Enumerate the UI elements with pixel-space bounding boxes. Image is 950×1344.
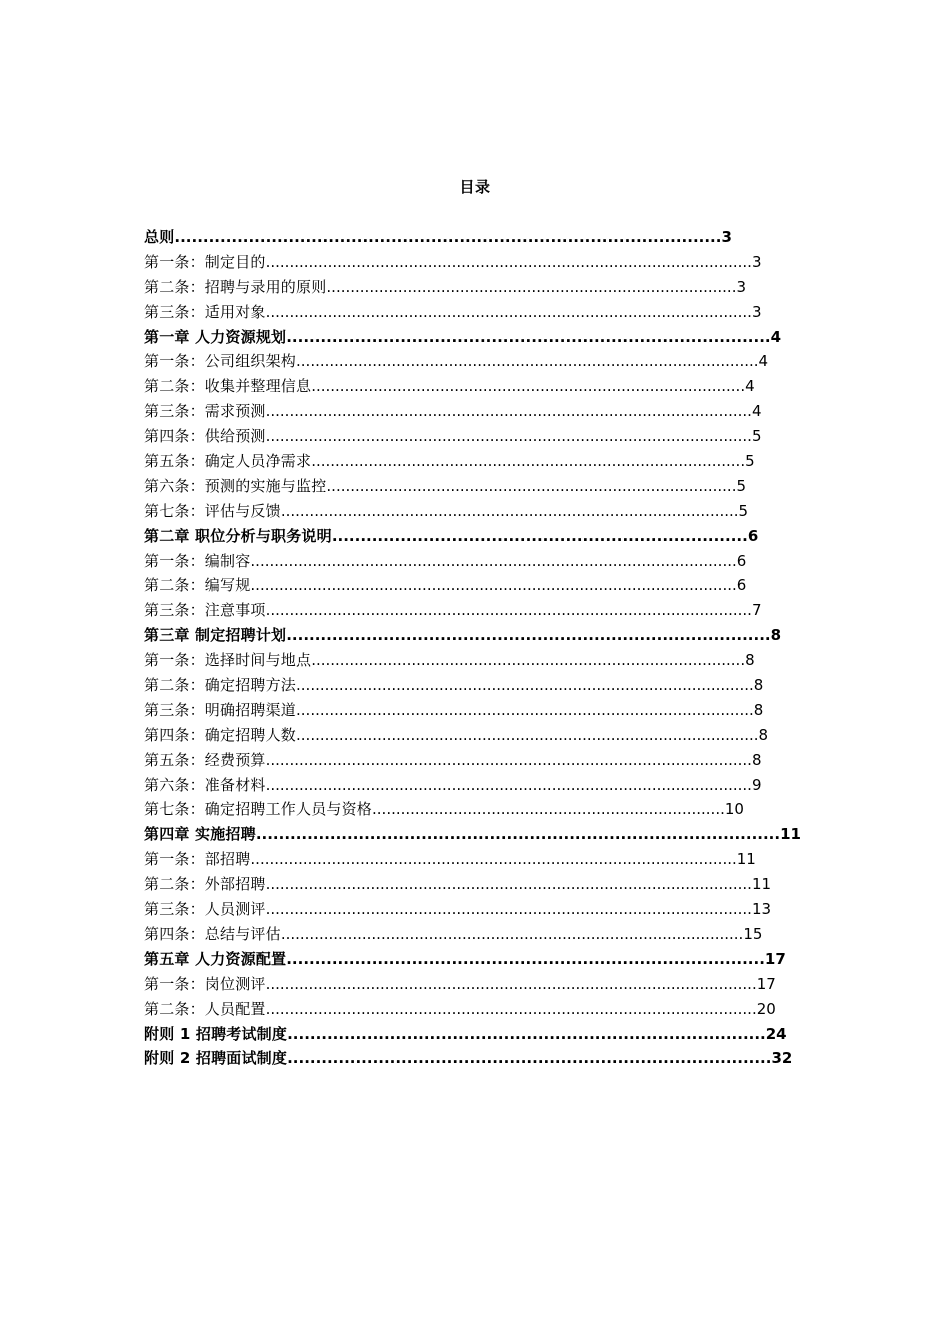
toc-entry-label: 第一条：部招聘	[144, 850, 251, 869]
toc-page-number: 6	[736, 551, 747, 570]
toc-entry-label: 第二章 职位分析与职务说明	[144, 526, 332, 545]
toc-entry-label: 第七条：确定招聘工作人员与资格	[144, 800, 373, 819]
toc-dot-leader: ......................................................................................................	[265, 427, 752, 446]
toc-entry-label: 第二条：编写规	[144, 576, 251, 595]
toc-dot-leader: ................................................................................................	[174, 228, 722, 246]
toc-page-number: 11	[736, 850, 756, 869]
toc-entry-label: 第五条：经费预算	[144, 750, 266, 769]
toc-title: 目录	[459, 178, 491, 196]
toc-section-entry[interactable]	[144, 723, 784, 748]
toc-page-number: 8	[770, 626, 782, 645]
toc-page-number: 6	[747, 526, 759, 545]
toc-page-number: 20	[756, 999, 776, 1018]
toc-entry-label: 第一条：公司组织架构	[144, 352, 297, 371]
toc-section-entry[interactable]	[144, 499, 784, 524]
toc-page-number: 8	[753, 700, 764, 719]
toc-section-entry[interactable]	[144, 648, 784, 673]
toc-dot-leader: .................................................................................................	[296, 725, 759, 744]
toc-dot-leader: ......................................................................................................	[265, 402, 752, 421]
toc-section-entry[interactable]	[144, 424, 784, 449]
toc-entry-label: 第四条：总结与评估	[144, 924, 281, 943]
toc-dot-leader: .........................................................................	[331, 526, 748, 545]
toc-entry-label: 第一条：选择时间与地点	[144, 651, 312, 670]
toc-dot-leader: .....................................................................................	[286, 327, 771, 346]
toc-entry-label: 第三条：适用对象	[144, 302, 266, 321]
toc-entry-label: 第六条：准备材料	[144, 775, 266, 794]
toc-chapter-entry[interactable]	[144, 325, 784, 350]
toc-section-entry[interactable]	[144, 972, 784, 997]
toc-dot-leader: ......................................................................................................	[265, 875, 752, 894]
toc-dot-leader: ....................................................................................	[287, 1024, 766, 1043]
table-of-contents	[144, 225, 801, 1071]
toc-entry-label: 第三条：明确招聘渠道	[144, 700, 297, 719]
toc-page-number: 4	[745, 377, 755, 396]
toc-dot-leader: .......................................................................................................	[265, 999, 757, 1018]
toc-section-entry[interactable]	[144, 797, 784, 822]
toc-section-entry[interactable]	[144, 922, 784, 947]
toc-dot-leader: .......................................................................................................	[265, 974, 757, 993]
toc-dot-leader: ................................................................................................	[280, 501, 739, 520]
toc-entry-label: 第五章 人力资源配置	[144, 949, 287, 968]
toc-entry-label: 第二条：收集并整理信息	[144, 377, 312, 396]
toc-entry-label: 附则 2 招聘面试制度	[144, 1049, 288, 1068]
toc-page-number: 32	[771, 1049, 793, 1068]
toc-entry-label: 第二条：人员配置	[144, 999, 266, 1018]
toc-section-entry[interactable]	[144, 449, 784, 474]
toc-dot-leader: ..........................................................................	[372, 800, 725, 819]
toc-page-number: 24	[765, 1024, 787, 1043]
toc-dot-leader: ....................................................................................	[286, 949, 765, 968]
toc-chapter-entry[interactable]	[144, 225, 784, 250]
toc-section-entry[interactable]	[144, 250, 784, 275]
toc-page-number: 11	[780, 825, 801, 844]
toc-section-entry[interactable]	[144, 275, 784, 300]
toc-section-entry[interactable]	[144, 374, 784, 399]
toc-dot-leader: .................................................................................................	[296, 352, 759, 371]
toc-page-number: 7	[751, 601, 762, 620]
toc-page-number: 6	[736, 576, 747, 595]
toc-dot-leader: ...........................................................................................	[311, 651, 746, 670]
toc-chapter-entry[interactable]	[144, 524, 784, 549]
toc-section-entry[interactable]	[144, 673, 784, 698]
toc-entry-label: 第三条：人员测评	[144, 900, 266, 919]
toc-entry-label: 第二条：确定招聘方法	[144, 676, 297, 695]
toc-section-entry[interactable]	[144, 399, 784, 424]
toc-section-entry[interactable]	[144, 748, 784, 773]
toc-entry-label: 第二条：招聘与录用的原则	[144, 277, 327, 296]
toc-page-number: 8	[753, 676, 764, 695]
toc-entry-label: 第五条：确定人员净需求	[144, 452, 312, 471]
toc-entry-label: 第一条：岗位测评	[144, 974, 266, 993]
toc-section-entry[interactable]	[144, 349, 784, 374]
toc-page-number: 5	[738, 501, 749, 520]
toc-page-number: 4	[770, 327, 782, 346]
toc-section-entry[interactable]	[144, 549, 784, 574]
toc-dot-leader: ......................................................................................	[326, 476, 737, 495]
toc-page-number: 3	[736, 277, 747, 296]
toc-section-entry[interactable]	[144, 300, 784, 325]
toc-section-entry[interactable]	[144, 573, 784, 598]
toc-page-number: 5	[745, 452, 755, 471]
toc-page-number: 4	[758, 352, 769, 371]
toc-page-number: 15	[743, 924, 763, 943]
toc-entry-label: 总则	[144, 228, 175, 246]
toc-dot-leader: ......................................................................................................	[265, 750, 752, 769]
toc-dot-leader: ................................................................................................	[296, 700, 754, 719]
toc-entry-label: 第七条：评估与反馈	[144, 501, 281, 520]
toc-section-entry[interactable]	[144, 773, 784, 798]
toc-dot-leader: ......................................................................................	[326, 277, 737, 296]
toc-entry-label: 第一条：制定目的	[144, 252, 266, 271]
toc-dot-leader: ......................................................................................................	[265, 900, 752, 919]
toc-page-number: 5	[736, 476, 747, 495]
toc-section-entry[interactable]	[144, 872, 784, 897]
toc-page-number: 13	[751, 900, 772, 919]
toc-page-number: 3	[751, 252, 762, 271]
toc-page-number: 17	[764, 949, 786, 968]
toc-page-number: 9	[751, 775, 762, 794]
toc-page-number: 11	[751, 875, 772, 894]
toc-page-number: 3	[751, 302, 762, 321]
toc-dot-leader: ......................................................................................................	[265, 775, 752, 794]
toc-entry-label: 第二条：外部招聘	[144, 875, 266, 894]
toc-page-number: 3	[721, 228, 732, 246]
toc-dot-leader: .................................................................................................	[280, 924, 744, 943]
toc-dot-leader: .....................................................................................	[286, 626, 771, 645]
toc-dot-leader: .....................................................................................	[287, 1049, 772, 1068]
toc-entry-label: 第三章 制定招聘计划	[144, 626, 287, 645]
toc-dot-leader: ...........................................................................................	[311, 452, 746, 471]
toc-dot-leader: ......................................................................................................	[250, 551, 737, 570]
toc-page-number: 8	[751, 750, 762, 769]
toc-entry-label: 第一章 人力资源规划	[144, 327, 287, 346]
toc-page-number: 4	[751, 402, 762, 421]
toc-dot-leader: ...........................................................................................	[311, 377, 746, 396]
toc-page-number: 17	[756, 974, 776, 993]
toc-dot-leader: ............................................................................................	[255, 825, 781, 844]
toc-section-entry[interactable]	[144, 997, 784, 1022]
toc-chapter-entry[interactable]	[144, 947, 784, 972]
toc-entry-label: 第一条：编制容	[144, 551, 251, 570]
toc-chapter-entry[interactable]	[144, 822, 801, 847]
toc-section-entry[interactable]	[144, 897, 784, 922]
toc-page-number: 8	[758, 725, 769, 744]
toc-section-entry[interactable]	[144, 474, 784, 499]
toc-page-number: 10	[724, 800, 744, 819]
toc-entry-label: 第六条：预测的实施与监控	[144, 476, 327, 495]
toc-dot-leader: ......................................................................................................	[265, 252, 752, 271]
toc-entry-label: 第三条：注意事项	[144, 601, 266, 620]
toc-chapter-entry[interactable]	[144, 1022, 787, 1047]
toc-page-number: 8	[745, 651, 755, 670]
toc-dot-leader: ......................................................................................................	[250, 576, 737, 595]
toc-chapter-entry[interactable]	[144, 623, 784, 648]
toc-page-number: 5	[751, 427, 762, 446]
toc-entry-label: 第三条：需求预测	[144, 402, 266, 421]
toc-entry-label: 第四章 实施招聘	[144, 825, 256, 844]
toc-dot-leader: ................................................................................................	[296, 676, 754, 695]
toc-section-entry[interactable]	[144, 598, 784, 623]
toc-entry-label: 附则 1 招聘考试制度	[144, 1024, 288, 1043]
toc-section-entry[interactable]	[144, 698, 784, 723]
toc-dot-leader: ......................................................................................................	[265, 601, 752, 620]
toc-chapter-entry[interactable]	[144, 1046, 793, 1071]
toc-entry-label: 第四条：确定招聘人数	[144, 725, 297, 744]
toc-entry-label: 第四条：供给预测	[144, 427, 266, 446]
toc-dot-leader: ......................................................................................................	[250, 850, 737, 869]
toc-dot-leader: ......................................................................................................	[265, 302, 752, 321]
toc-section-entry[interactable]	[144, 847, 784, 872]
